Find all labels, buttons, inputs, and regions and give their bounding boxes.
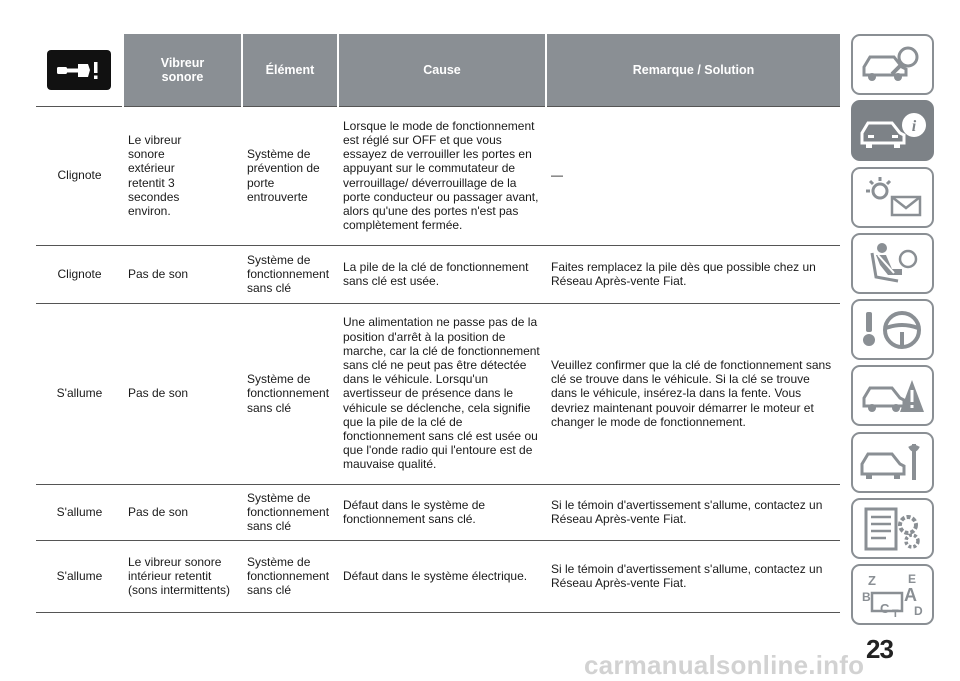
status-cell: S'allume	[36, 485, 123, 541]
buzzer-cell: Pas de son	[123, 485, 242, 541]
cause-cell: Lorsque le mode de fonctionnement est réglé sur OFF et que vous essayez de verrouiller les portes en appuyant sur le commutateur de verrouillage/ déverrouillage de la porte conducteur ou passager avant, alors qu'une des portes n'est pas complètement fermée.	[338, 107, 546, 246]
header-buzzer: Vibreur sonore	[123, 34, 242, 107]
status-cell: Clignote	[36, 246, 123, 304]
element-cell: Système de fonctionnement sans clé	[242, 304, 338, 485]
tab-car-info[interactable]	[851, 100, 934, 161]
buzzer-cell: Pas de son	[123, 246, 242, 304]
solution-cell: Si le témoin d'avertissement s'allume, contactez un Réseau Après-vente Fiat.	[546, 541, 840, 613]
page-number: 23	[866, 634, 893, 664]
solution-cell: Veuillez confirmer que la clé de fonctionnement sans clé se trouve dans le véhicule. Si la clé se trouve dans le véhicule, insérez-la dans la fente. Vous devriez maintenant pouvoir démarrer le moteur et changer le mode de fonctionnement.	[546, 304, 840, 485]
cause-cell: Défaut dans le système électrique.	[338, 541, 546, 613]
steering-wheel-key-icon	[858, 306, 928, 354]
status-cell: S'allume	[36, 304, 123, 485]
seat-airbag-icon	[858, 239, 928, 287]
element-cell: Système de fonctionnement sans clé	[242, 485, 338, 541]
tab-safety[interactable]	[851, 233, 934, 294]
alpha-letter: E	[907, 571, 916, 586]
warning-table	[36, 34, 840, 613]
table-row	[36, 246, 840, 304]
buzzer-cell: Le vibreur sonore extérieur retentit 3 secondes environ.	[123, 107, 242, 246]
warning-table-section	[36, 34, 840, 613]
alpha-letter: T	[891, 607, 899, 619]
car-breakdown-icon	[858, 372, 928, 420]
solution-cell: Faites remplacez la pile dès que possible chez un Réseau Après-vente Fiat.	[546, 246, 840, 304]
header-icon-cell	[36, 34, 123, 107]
buzzer-cell: Pas de son	[123, 304, 242, 485]
status-cell: S'allume	[36, 541, 123, 613]
chapter-tabs	[851, 34, 937, 631]
status-cell: Clignote	[36, 107, 123, 246]
car-info-icon	[858, 107, 928, 155]
watermark: carmanualsonline.info	[584, 650, 865, 680]
element-cell: Système de prévention de porte entrouverte	[242, 107, 338, 246]
element-cell: Système de fonctionnement sans clé	[242, 541, 338, 613]
table-row	[36, 304, 840, 485]
car-search-icon	[858, 41, 928, 89]
tab-technical-data[interactable]	[851, 498, 934, 559]
table-row	[36, 541, 840, 613]
table-row	[36, 485, 840, 541]
header-solution: Remarque / Solution	[546, 34, 840, 107]
table-row	[36, 107, 840, 246]
cause-cell: Une alimentation ne passe pas de la position d'arrêt à la position de marche, car la clé de fonctionnement sans clé ne peut pas être détectée dans le véhicule. Lorsqu'un avertisseur de présence dans le véhicule se déclenche, cela signifie que la pile de la clé de fonctionnement sans clé est usée ou que l'onde radio qui l'entoure est de mauvaise qualité.	[338, 304, 546, 485]
svg-text:i: i	[911, 117, 916, 135]
tab-emergency[interactable]	[851, 365, 934, 426]
cause-cell: Défaut dans le système de fonctionnement sans clé.	[338, 485, 546, 541]
cause-cell: La pile de la clé de fonctionnement sans clé est usée.	[338, 246, 546, 304]
key-warning-icon	[47, 50, 111, 90]
tab-warning-lights[interactable]	[851, 167, 934, 228]
table-header-row	[36, 34, 840, 107]
alpha-letter: B	[861, 589, 871, 604]
alpha-letter: Z	[867, 572, 876, 588]
tab-maintenance[interactable]	[851, 432, 934, 493]
tab-driving[interactable]	[851, 299, 934, 360]
alpha-letter: A	[903, 584, 917, 605]
tab-car-search[interactable]	[851, 34, 934, 95]
buzzer-cell: Le vibreur sonore intérieur retentit (sons intermittents)	[123, 541, 242, 613]
solution-cell: Si le témoin d'avertissement s'allume, contactez un Réseau Après-vente Fiat.	[546, 485, 840, 541]
tab-alphabetical-index[interactable]	[851, 564, 934, 625]
warning-light-message-icon	[858, 173, 928, 221]
alpha-letter: D	[913, 603, 923, 618]
alpha-letter: C	[879, 600, 889, 616]
alphabet-index-icon	[858, 571, 928, 619]
solution-cell: —	[546, 107, 840, 246]
element-cell: Système de fonctionnement sans clé	[242, 246, 338, 304]
checklist-gears-icon	[858, 505, 928, 553]
header-cause: Cause	[338, 34, 546, 107]
car-service-icon	[858, 438, 928, 486]
header-element: Élément	[242, 34, 338, 107]
